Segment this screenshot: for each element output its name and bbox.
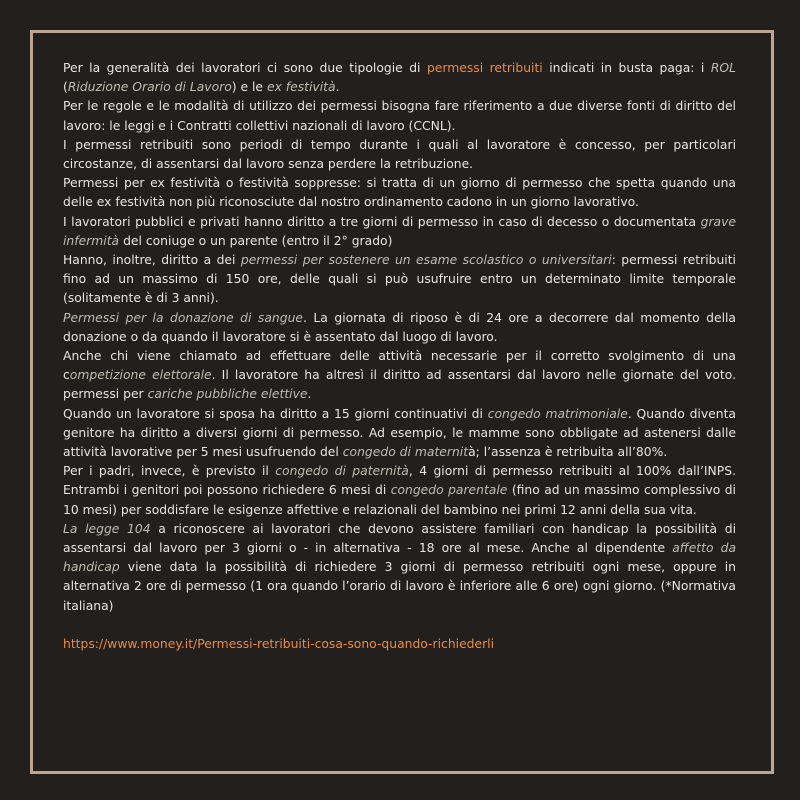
text-segment: Per la generalità dei lavoratori ci sono due tipologie di (63, 61, 427, 75)
text-segment: à; l’assenza è retribuita all’80%. (468, 445, 668, 460)
term-congedo-paternita: congedo di paternità (275, 464, 409, 479)
text-segment: Hanno, inoltre, diritto a dei (63, 253, 241, 268)
term-congedo-matrimoniale: congedo matrimoniale (487, 406, 628, 421)
document-body (63, 59, 736, 654)
term-ex-festivita: ex festività (266, 80, 336, 95)
paragraph-intro (63, 59, 736, 97)
text-segment: . Quando diventa genitore ha diritto a diversi giorni di permesso. Ad esempio, le mamme sono obbligate ad astenersi dalle attività lavorative per 5 mesi usufruendo del (63, 406, 736, 460)
text-segment: , 4 giorni di permesso retribuiti al 100% dall’INPS. Entrambi i genitori poi possono richiedere 6 mesi di (63, 464, 736, 498)
text-segment: viene data la possibilità di richiedere 3 giorni di permesso retribuiti ogni mese, oppure in alternativa 2 ore di permesso (1 ora quando l’orario di lavoro è inferiore alle 6 ore) ogni giorno. (*Normativa italiana) (63, 560, 736, 613)
term-permessi-esame: permessi per sostenere un esame scolastico o universitari (240, 253, 612, 268)
text-segment: Per i padri, invece, è previsto il (63, 464, 276, 479)
source-link[interactable]: https://www.money.it/Permessi-retribuiti-cosa-sono-quando-richiederli (63, 636, 495, 651)
text-segment: . Il lavoratore ha altresì il diritto ad assentarsi dal lavoro nelle giornate del voto. permessi per (63, 368, 736, 402)
text-segment: ( (63, 80, 68, 95)
paragraph-paternita (63, 462, 736, 520)
term-affetto-handicap: affetto da handicap (63, 541, 737, 575)
paragraph-matrimonio-maternita (63, 405, 736, 463)
paragraph-decesso (63, 213, 736, 251)
paragraph-legge-104 (63, 520, 736, 616)
term-cariche-elettive: cariche pubbliche elettive (147, 387, 308, 402)
text-segment: del coniuge o un parente (entro il 2° grado) (119, 233, 393, 248)
paragraph-elettorale (63, 347, 736, 405)
term-riduzione-orario: Riduzione Orario di Lavoro (67, 80, 232, 95)
text-segment: a riconoscere ai lavoratori che devono assistere familiari con handicap la possibilità di assentarsi dal lavoro per 3 giorni o - in alternativa - 18 ore al mese. Anche al dipendente (63, 521, 736, 556)
text-segment: . (307, 387, 312, 402)
highlight-permessi-retribuiti: permessi retribuiti (426, 61, 543, 75)
paragraph-definizione: I permessi retribuiti sono periodi di tempo durante i quali al lavoratore è concesso, per particolari circostanze, di assentarsi dal lavoro senza perdere la retribuzione. (63, 137, 736, 172)
term-congedo-maternita: congedo di maternit (342, 445, 469, 460)
term-grave-infermita: grave infermità (63, 214, 736, 248)
text-segment: Quando un lavoratore si sposa ha diritto a 15 giorni continuativi di (63, 406, 488, 421)
paragraph-fonti: Per le regole e le modalità di utilizzo dei permessi bisogna fare riferimento a due diverse fonti di diritto del lavoro: le leggi e i Contratti collettivi nazionali di lavoro (CCNL). (63, 99, 736, 133)
text-segment: indicati in busta paga: i (542, 61, 711, 75)
term-competizione-elettorale: ompetizione elettorale (69, 368, 212, 383)
paragraph-esami (63, 251, 736, 309)
text-segment: : permessi retribuiti fino ad un massimo di 150 ore, delle quali si può usufruire entro un determinato limite temporale (solitamente è di 3 anni). (63, 253, 736, 306)
paragraph-ex-festivita: Permessi per ex festività o festività soppresse: si tratta di un giorno di permesso che spetta quando una delle ex festività non più riconosciute dal nostro ordinamento cadono in un giorno lavorativo. (63, 176, 736, 210)
term-legge-104: La legge 104 (63, 521, 151, 536)
term-rol: ROL (710, 61, 736, 75)
text-segment: ) e le (231, 80, 267, 95)
text-segment: I lavoratori pubblici e privati hanno diritto a tre giorni di permesso in caso di decesso o documentata (63, 214, 701, 229)
text-segment: . (335, 80, 340, 95)
term-donazione-sangue: Permessi per la donazione di sangue (63, 310, 303, 325)
term-congedo-parentale: congedo parentale (390, 483, 508, 498)
text-segment: Anche chi viene chiamato ad effettuare delle attività necessarie per il corretto svolgimento di una c (63, 349, 736, 383)
text-segment: (fino ad un massimo complessivo di 10 mesi) per soddisfare le esigenze affettive e relazionali del bambino nei primi 12 anni della sua vita. (63, 483, 736, 517)
text-segment: . La giornata di riposo è di 24 ore a decorrere dal momento della donazione o da quando il lavoratore si è assentato dal luogo di lavoro. (63, 310, 736, 344)
paragraph-donazione (63, 309, 736, 347)
